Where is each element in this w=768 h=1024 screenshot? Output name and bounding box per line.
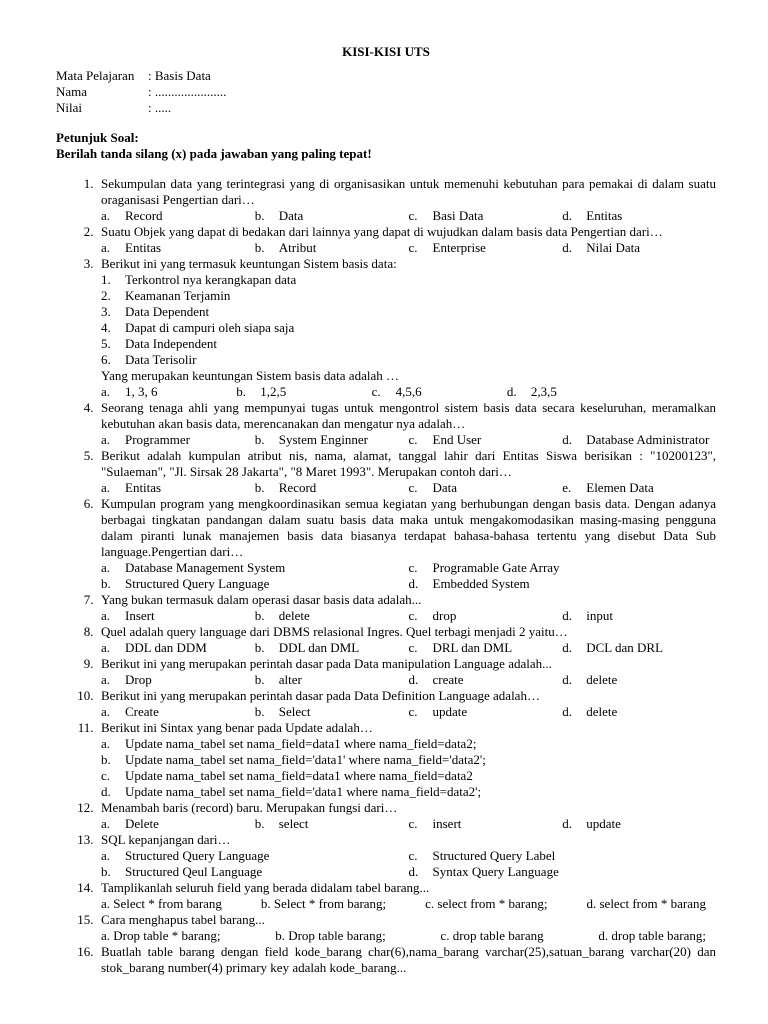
question-item	[56, 912, 716, 944]
statement-item	[101, 288, 716, 304]
answer-option[interactable]	[101, 752, 716, 768]
answer-options	[101, 608, 716, 624]
option-letter: b.	[236, 384, 247, 399]
item-text: Update nama_tabel set nama_field=data1 where nama_field=data2	[125, 768, 473, 783]
question-body	[100, 832, 716, 880]
answer-option[interactable]	[101, 432, 255, 448]
answer-option[interactable]: c. select from * barang;	[425, 896, 548, 911]
answer-option[interactable]: b. Select * from barang;	[260, 896, 387, 911]
item-text: Update nama_tabel set nama_field='data1' where nama_field='data2';	[125, 752, 486, 767]
option-text: Atribut	[278, 240, 317, 255]
question-number: 2.	[83, 224, 100, 239]
question-number: 10.	[77, 688, 100, 703]
option-text: Structured Query Language	[125, 848, 270, 863]
meta-value: : ......................	[148, 84, 227, 99]
statement-item	[101, 336, 716, 352]
option-text: Structured Query Language	[125, 576, 270, 591]
question-body	[100, 592, 716, 624]
meta-label: Nilai	[56, 100, 82, 115]
answer-option[interactable]	[562, 208, 716, 224]
answer-option[interactable]	[255, 672, 409, 688]
answer-options	[101, 384, 716, 400]
answer-option[interactable]	[255, 704, 409, 720]
option-text: System Enginner	[278, 432, 368, 447]
option-letter: d.	[408, 864, 419, 879]
question-text: Cara menghapus tabel barang...	[101, 912, 265, 927]
item-marker: 5.	[101, 336, 111, 351]
question-number: 11.	[77, 720, 100, 735]
option-text: 2,3,5	[530, 384, 557, 399]
answer-option[interactable]	[101, 576, 409, 592]
question-text: Menambah baris (record) baru. Merupakan fungsi dari…	[101, 800, 398, 815]
instructions-heading: Petunjuk Soal:	[56, 130, 139, 145]
question-item	[56, 592, 716, 624]
document-title: KISI-KISI UTS	[342, 44, 430, 59]
answer-option[interactable]: d. select from * barang	[586, 896, 706, 911]
answer-option[interactable]	[255, 480, 409, 496]
answer-option[interactable]	[409, 560, 717, 576]
option-text: Embedded System	[432, 576, 530, 591]
option-text: Select	[278, 704, 311, 719]
option-letter: d.	[506, 384, 517, 399]
answer-options	[101, 480, 716, 496]
question-number: 7.	[83, 592, 100, 607]
option-text: insert	[432, 816, 462, 831]
question-text: Seorang tenaga ahli yang mempunyai tugas untuk mengontrol sistem basis data secara keseluruhan, meramalkan kebutuhan akan basis data, merencanakan dan mengatur nya adalah…	[101, 400, 716, 431]
answer-option[interactable]	[507, 384, 642, 400]
question-number: 8.	[83, 624, 100, 639]
option-letter: c.	[408, 560, 418, 575]
answer-option[interactable]	[409, 672, 563, 688]
option-text: Elemen Data	[586, 480, 654, 495]
option-letter: d.	[408, 576, 419, 591]
option-letter: a.	[101, 208, 111, 223]
option-letter: b.	[254, 240, 265, 255]
answer-option[interactable]	[255, 240, 409, 256]
question-item	[56, 448, 716, 496]
answer-option[interactable]	[255, 208, 409, 224]
question-number: 1.	[83, 176, 100, 191]
question-number: 16.	[77, 944, 100, 959]
item-text: Data Dependent	[125, 304, 210, 319]
answer-option[interactable]	[101, 560, 409, 576]
answer-option[interactable]: a. Drop table * barang;	[101, 928, 221, 943]
answer-option[interactable]	[101, 672, 255, 688]
question-item	[56, 800, 716, 832]
question-text: Kumpulan program yang mengkoordinasikan semua kegiatan yang berhubungan dengan basis data. Dengan adanya berbagai tingkatan pandangan dalam suatu basis data maka untuk mengakomodasikan masing-masing pengguna dalam piranti lunak manajemen basis data biasanya terdapat bahasa-bahasa tertentu yang disebut Data Sub language.Pengertian dari…	[101, 496, 716, 559]
answer-option[interactable]	[409, 240, 563, 256]
option-text: Entitas	[125, 240, 162, 255]
question-text: Berikut ini yang merupakan perintah dasar pada Data Definition Language adalah…	[101, 688, 540, 703]
question-item	[56, 656, 716, 688]
answer-option[interactable]	[255, 608, 409, 624]
option-letter: c.	[408, 480, 418, 495]
question-body	[100, 256, 716, 400]
option-text: Nilai Data	[586, 240, 641, 255]
question-body	[100, 496, 716, 592]
answer-options	[101, 928, 716, 944]
question-item	[56, 224, 716, 256]
answer-option[interactable]	[409, 608, 563, 624]
option-text: update	[586, 816, 621, 831]
answer-option[interactable]	[562, 432, 716, 448]
answer-option[interactable]	[562, 608, 716, 624]
question-item	[56, 496, 716, 592]
question-text: Tamplikanlah seluruh field yang berada didalam tabel barang...	[101, 880, 430, 895]
question-item	[56, 400, 716, 448]
statement-item	[101, 304, 716, 320]
answer-option[interactable]	[562, 672, 716, 688]
question-body	[100, 720, 716, 800]
item-marker: c.	[101, 768, 111, 783]
option-letter: a.	[101, 816, 111, 831]
answer-option[interactable]	[372, 384, 507, 400]
question-text: Quel adalah query language dari DBMS relasional Ingres. Quel terbagi menjadi 2 yaitu…	[101, 624, 568, 639]
option-text: Syntax Query Language	[432, 864, 559, 879]
statement-item	[101, 320, 716, 336]
meta-row-subject	[56, 68, 716, 84]
option-text: Data	[432, 480, 458, 495]
answer-option[interactable]	[101, 864, 409, 880]
answer-options	[101, 432, 716, 448]
answer-option[interactable]: b. Drop table barang;	[275, 928, 386, 943]
option-text: Programmer	[125, 432, 190, 447]
option-letter: a.	[101, 640, 111, 655]
answer-option[interactable]	[562, 640, 716, 656]
answer-option[interactable]	[409, 848, 717, 864]
question-item	[56, 688, 716, 720]
question-body	[100, 800, 716, 832]
option-letter: d.	[562, 608, 572, 623]
answer-option[interactable]	[409, 576, 717, 592]
option-text: DRL dan DML	[432, 640, 513, 655]
question-body	[100, 880, 716, 912]
question-number: 3.	[83, 256, 100, 271]
item-marker: a.	[101, 736, 111, 751]
option-text: Structured Qeul Language	[125, 864, 263, 879]
option-text: 4,5,6	[395, 384, 422, 399]
meta-block	[56, 68, 716, 116]
answer-options	[101, 816, 716, 832]
answer-option[interactable]	[562, 816, 716, 832]
question-body	[100, 656, 716, 688]
option-text: create	[432, 672, 464, 687]
question-sub-list	[101, 272, 716, 368]
option-letter: b.	[254, 480, 265, 495]
question-text: Yang bukan termasuk dalam operasi dasar basis data adalah...	[101, 592, 422, 607]
answer-option[interactable]	[101, 848, 409, 864]
item-text: Data Terisolir	[125, 352, 197, 367]
answer-option[interactable]	[409, 816, 563, 832]
question-prompt: Yang merupakan keuntungan Sistem basis data adalah …	[101, 368, 399, 383]
answer-option[interactable]	[409, 480, 563, 496]
answer-option[interactable]: d. drop table barang;	[598, 928, 706, 943]
item-marker: 1.	[101, 272, 111, 287]
question-text: SQL kepanjangan dari…	[101, 832, 231, 847]
answer-options	[101, 240, 716, 256]
question-text: Suatu Objek yang dapat di bedakan dari lainnya yang dapat di wujudkan dalam basis data Pengertian dari…	[101, 224, 663, 239]
question-list	[56, 176, 716, 976]
option-letter: b.	[254, 704, 265, 719]
option-letter: a.	[101, 240, 111, 255]
option-letter: a.	[101, 384, 111, 399]
item-text: Data Independent	[125, 336, 218, 351]
question-number: 12.	[77, 800, 100, 815]
option-text: alter	[278, 672, 302, 687]
item-marker: 6.	[101, 352, 111, 367]
option-text: select	[278, 816, 309, 831]
option-text: Record	[278, 480, 317, 495]
answer-option[interactable]	[101, 640, 255, 656]
item-text: Dapat di campuri oleh siapa saja	[125, 320, 295, 335]
answer-option[interactable]: c. drop table barang	[440, 928, 544, 943]
option-text: DDL dan DDM	[125, 640, 207, 655]
statement-item	[101, 272, 716, 288]
answer-options	[101, 896, 716, 912]
answer-option[interactable]	[562, 240, 716, 256]
option-letter: e.	[562, 480, 572, 495]
question-text: Berikut adalah kumpulan atribut nis, nama, alamat, tanggal lahir dari Entitas Siswa berisikan : "10200123", "Sulaeman", "Jl. Sirsak 28 Jakarta", "8 Maret 1993". Merupakan contoh dari…	[101, 448, 716, 479]
option-text: delete	[586, 704, 618, 719]
answer-options	[101, 208, 716, 224]
option-letter: d.	[562, 672, 572, 687]
option-text: drop	[432, 608, 457, 623]
option-text: DDL dan DML	[278, 640, 360, 655]
question-text: Sekumpulan data yang terintegrasi yang di organisasikan untuk memenuhi kebutuhan para pemakai di dalam suatu oraganisasi Pengertian dari…	[101, 176, 716, 207]
question-sub-list	[101, 736, 716, 800]
option-letter: c.	[408, 704, 418, 719]
question-text: Buatlah table barang dengan field kode_barang char(6),nama_barang varchar(25),satuan_barang varchar(20) dan stok_barang number(4) primary key adalah kode_barang...	[101, 944, 716, 975]
option-letter: d.	[562, 432, 572, 447]
question-text: Berikut ini Sintax yang benar pada Update adalah…	[101, 720, 373, 735]
answer-option[interactable]	[562, 704, 716, 720]
question-number: 4.	[83, 400, 100, 415]
option-letter: d.	[562, 208, 572, 223]
option-text: Basi Data	[432, 208, 484, 223]
option-text: 1,2,5	[260, 384, 287, 399]
answer-option[interactable]	[101, 384, 236, 400]
option-text: update	[432, 704, 468, 719]
answer-options	[101, 848, 716, 864]
option-letter: b.	[254, 432, 265, 447]
meta-value: : Basis Data	[148, 68, 211, 83]
option-letter: c.	[408, 240, 418, 255]
option-text: Record	[125, 208, 163, 223]
meta-label: Mata Pelajaran	[56, 68, 135, 83]
option-text: Database Management System	[125, 560, 286, 575]
answer-option[interactable]	[101, 816, 255, 832]
answer-option[interactable]	[409, 864, 717, 880]
question-number: 6.	[83, 496, 100, 511]
answer-option[interactable]	[101, 704, 255, 720]
question-body	[100, 624, 716, 656]
option-letter: b.	[254, 208, 265, 223]
question-item	[56, 832, 716, 880]
question-body	[100, 400, 716, 448]
question-number: 14.	[77, 880, 100, 895]
answer-option[interactable]	[255, 816, 409, 832]
meta-value: : .....	[148, 100, 172, 115]
item-text: Update nama_tabel set nama_field=data1 where nama_field=data2;	[125, 736, 477, 751]
option-text: DCL dan DRL	[586, 640, 664, 655]
option-letter: d.	[562, 816, 572, 831]
answer-option[interactable]	[409, 704, 563, 720]
option-text: delete	[586, 672, 618, 687]
option-text: input	[586, 608, 613, 623]
option-letter: b.	[254, 608, 265, 623]
option-text: delete	[278, 608, 310, 623]
answer-option[interactable]	[101, 480, 255, 496]
option-letter: b.	[101, 576, 111, 591]
question-number: 5.	[83, 448, 100, 463]
option-letter: c.	[408, 432, 418, 447]
answer-option[interactable]	[255, 432, 409, 448]
answer-option[interactable]	[101, 736, 716, 752]
option-text: Delete	[125, 816, 159, 831]
question-body	[100, 688, 716, 720]
answer-option[interactable]	[409, 640, 563, 656]
answer-option[interactable]	[101, 784, 716, 800]
answer-options	[101, 704, 716, 720]
option-text: Drop	[125, 672, 152, 687]
meta-row-grade	[56, 100, 716, 116]
statement-item	[101, 352, 716, 368]
answer-options	[101, 560, 716, 576]
item-marker: 3.	[101, 304, 111, 319]
option-letter: a.	[101, 560, 111, 575]
option-letter: b.	[254, 672, 265, 687]
answer-option[interactable]	[101, 208, 255, 224]
question-item	[56, 944, 716, 976]
option-letter: d.	[562, 640, 572, 655]
option-text: Enterprise	[432, 240, 486, 255]
option-letter: a.	[101, 432, 111, 447]
question-number: 13.	[77, 832, 100, 847]
option-text: Data	[278, 208, 304, 223]
question-text: Berikut ini yang merupakan perintah dasar pada Data manipulation Language adalah...	[101, 656, 552, 671]
question-number: 15.	[77, 912, 100, 927]
item-marker: 4.	[101, 320, 111, 335]
instructions-text: Berilah tanda silang (x) pada jawaban yang paling tepat!	[56, 146, 372, 161]
question-item	[56, 720, 716, 800]
item-marker: b.	[101, 752, 111, 767]
item-marker: d.	[101, 784, 111, 799]
option-text: Structured Query Label	[432, 848, 556, 863]
option-letter: a.	[101, 672, 111, 687]
item-text: Update nama_tabel set nama_field='data1 where nama_field=data2';	[125, 784, 482, 799]
option-text: 1, 3, 6	[125, 384, 158, 399]
question-item	[56, 256, 716, 400]
option-letter: b.	[254, 816, 265, 831]
answer-option[interactable]	[562, 480, 716, 496]
answer-options	[101, 672, 716, 688]
option-letter: c.	[371, 384, 381, 399]
answer-option[interactable]	[409, 432, 563, 448]
option-letter: d.	[562, 240, 572, 255]
item-marker: 2.	[101, 288, 111, 303]
question-body	[100, 944, 716, 976]
question-body	[100, 912, 716, 944]
option-letter: c.	[408, 208, 418, 223]
option-letter: a.	[101, 704, 111, 719]
option-letter: a.	[101, 848, 111, 863]
answer-options	[101, 640, 716, 656]
question-body	[100, 448, 716, 496]
option-text: Insert	[125, 608, 155, 623]
answer-option[interactable]	[101, 608, 255, 624]
meta-label: Nama	[56, 84, 88, 99]
option-letter: c.	[408, 640, 418, 655]
item-text: Terkontrol nya kerangkapan data	[125, 272, 297, 287]
answer-option[interactable]: a. Select * from barang	[101, 896, 222, 911]
option-letter: c.	[408, 816, 418, 831]
answer-options	[101, 864, 716, 880]
answer-option[interactable]	[255, 640, 409, 656]
option-letter: d.	[408, 672, 419, 687]
question-item	[56, 624, 716, 656]
answer-option[interactable]	[409, 208, 563, 224]
option-letter: c.	[408, 608, 418, 623]
option-letter: b.	[254, 640, 265, 655]
item-text: Keamanan Terjamin	[125, 288, 231, 303]
answer-option[interactable]	[236, 384, 371, 400]
option-letter: a.	[101, 608, 111, 623]
option-letter: c.	[408, 848, 418, 863]
option-letter: d.	[562, 704, 572, 719]
option-text: End User	[432, 432, 482, 447]
question-item	[56, 176, 716, 224]
question-body	[100, 224, 716, 256]
answer-option[interactable]	[101, 240, 255, 256]
option-text: Entitas	[586, 208, 623, 223]
question-number: 9.	[83, 656, 100, 671]
answer-options	[101, 576, 716, 592]
question-item	[56, 880, 716, 912]
meta-row-name	[56, 84, 716, 100]
question-body	[100, 176, 716, 224]
option-text: Programable Gate Array	[432, 560, 560, 575]
option-letter: b.	[101, 864, 111, 879]
answer-option[interactable]	[101, 768, 716, 784]
option-text: Create	[125, 704, 159, 719]
option-letter: a.	[101, 480, 111, 495]
option-text: Entitas	[125, 480, 162, 495]
option-text: Database Administrator	[586, 432, 710, 447]
question-text: Berikut ini yang termasuk keuntungan Sistem basis data:	[101, 256, 397, 271]
